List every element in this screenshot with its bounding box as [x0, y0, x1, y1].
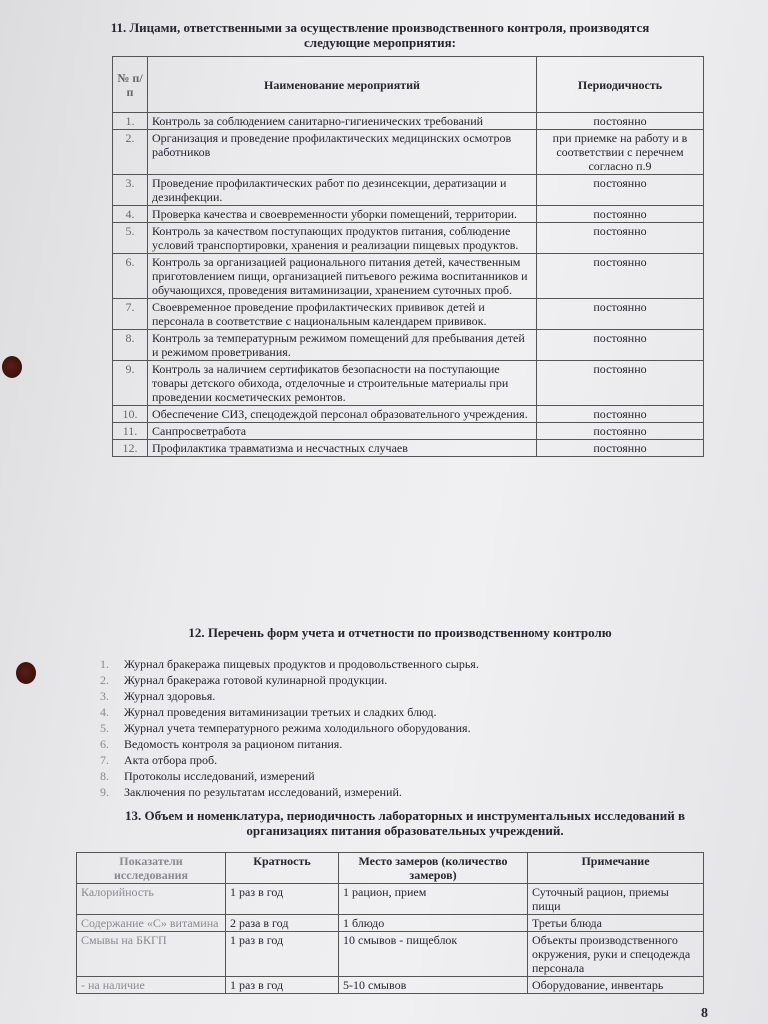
row-number: 7.	[113, 299, 148, 330]
measure-period: постоянно	[537, 175, 704, 206]
list-item-text: Журнал бракеража готовой кулинарной продукции.	[124, 673, 388, 687]
header-frequency: Кратность	[226, 853, 339, 884]
measure-period: при приемке на работу и в соответствии с перечнем согласно п.9	[537, 130, 704, 175]
measure-period: постоянно	[537, 113, 704, 130]
row-number: 5.	[113, 223, 148, 254]
page-number: 8	[701, 1006, 708, 1021]
list-item	[100, 752, 479, 768]
list-item-number: 1.	[100, 657, 109, 671]
measure-period: постоянно	[537, 330, 704, 361]
list-item-text: Журнал проведения витаминизации третьих и сладких блюд.	[124, 705, 437, 719]
table-row	[77, 884, 704, 915]
frequency-cell: 1 раз в год	[226, 977, 339, 994]
note-cell: Суточный рацион, приемы пищи	[528, 884, 704, 915]
table-row	[113, 113, 704, 130]
table-row	[113, 299, 704, 330]
list-item-number: 5.	[100, 721, 109, 735]
list-item-text: Ведомость контроля за рационом питания.	[124, 737, 343, 751]
measure-name: Контроль за качеством поступающих продуктов питания, соблюдение условий транспортировки, хранения и реализации пищевых продуктов.	[148, 223, 537, 254]
header-name: Наименование мероприятий	[148, 57, 537, 113]
place-cell: 10 смывов - пищеблок	[339, 932, 528, 977]
punch-hole	[2, 356, 22, 378]
place-cell: 5-10 смывов	[339, 977, 528, 994]
measures-table	[112, 56, 704, 457]
measure-period: постоянно	[537, 406, 704, 423]
list-item	[100, 736, 479, 752]
row-number: 11.	[113, 423, 148, 440]
list-item-number: 4.	[100, 705, 109, 719]
place-cell: 1 рацион, прием	[339, 884, 528, 915]
table-row	[113, 254, 704, 299]
measure-period: постоянно	[537, 254, 704, 299]
indicator-cell: Содержание «С» витамина	[77, 915, 226, 932]
measure-name: Контроль за соблюдением санитарно-гигиенических требований	[148, 113, 537, 130]
row-number: 2.	[113, 130, 148, 175]
list-item	[100, 672, 479, 688]
header-note: Примечание	[528, 853, 704, 884]
place-cell: 1 блюдо	[339, 915, 528, 932]
list-item-number: 6.	[100, 737, 109, 751]
row-number: 8.	[113, 330, 148, 361]
table-row	[77, 915, 704, 932]
measure-name: Контроль за температурным режимом помещений для пребывания детей и режимом проветривания.	[148, 330, 537, 361]
frequency-cell: 2 раза в год	[226, 915, 339, 932]
list-item-text: Журнал учета температурного режима холодильного оборудования.	[124, 721, 471, 735]
list-item	[100, 784, 479, 800]
reporting-forms-list	[100, 656, 479, 800]
table-row	[113, 175, 704, 206]
section-11-title: 11. Лицами, ответственными за осуществление производственного контроля, производятся следующие мероприятия:	[110, 20, 650, 50]
row-number: 10.	[113, 406, 148, 423]
list-item	[100, 768, 479, 784]
lab-research-table	[76, 852, 704, 994]
note-cell: Объекты производственного окружения, руки и спецодежда персонала	[528, 932, 704, 977]
measure-name: Обеспечение СИЗ, спецодеждой персонал образовательного учреждения.	[148, 406, 537, 423]
indicator-cell: Калорийность	[77, 884, 226, 915]
list-item-number: 2.	[100, 673, 109, 687]
row-number: 1.	[113, 113, 148, 130]
list-item-text: Заключения по результатам исследований, измерений.	[124, 785, 402, 799]
row-number: 6.	[113, 254, 148, 299]
list-item-number: 3.	[100, 689, 109, 703]
measure-name: Контроль за организацией рационального питания детей, качественным приготовлением пищи, организацией питьевого режима воспитанников и обучающихся, проведения витаминизации, хранением суточных проб.	[148, 254, 537, 299]
table-row	[113, 440, 704, 457]
indicator-cell: Смывы на БКГП	[77, 932, 226, 977]
measure-period: постоянно	[537, 361, 704, 406]
section-12-title: 12. Перечень форм учета и отчетности по производственному контролю	[188, 625, 612, 640]
table-row	[113, 406, 704, 423]
list-item-text: Протоколы исследований, измерений	[124, 769, 315, 783]
measure-period: постоянно	[537, 299, 704, 330]
table-row	[113, 330, 704, 361]
table-row	[113, 361, 704, 406]
frequency-cell: 1 раз в год	[226, 884, 339, 915]
list-item-number: 8.	[100, 769, 109, 783]
measure-name: Организация и проведение профилактических медицинских осмотров работников	[148, 130, 537, 175]
list-item-text: Журнал бракеража пищевых продуктов и продовольственного сырья.	[124, 657, 479, 671]
measure-name: Контроль за наличием сертификатов безопасности на поступающие товары детского обихода, отделочные и строительные материалы при проведении косметических ремонтов.	[148, 361, 537, 406]
header-indicator: Показатели исследования	[77, 853, 226, 884]
row-number: 4.	[113, 206, 148, 223]
list-item-text: Журнал здоровья.	[124, 689, 216, 703]
table-row	[113, 423, 704, 440]
table-row	[77, 977, 704, 994]
row-number: 3.	[113, 175, 148, 206]
list-item	[100, 704, 479, 720]
list-item	[100, 656, 479, 672]
table-row	[113, 223, 704, 254]
note-cell: Третьи блюда	[528, 915, 704, 932]
measure-name: Профилактика травматизма и несчастных случаев	[148, 440, 537, 457]
row-number: 9.	[113, 361, 148, 406]
row-number: 12.	[113, 440, 148, 457]
header-place: Место замеров (количество замеров)	[339, 853, 528, 884]
table-row	[77, 932, 704, 977]
note-cell: Оборудование, инвентарь	[528, 977, 704, 994]
measure-name: Проведение профилактических работ по дезинсекции, дератизации и дезинфекции.	[148, 175, 537, 206]
measure-period: постоянно	[537, 423, 704, 440]
header-period: Периодичность	[537, 57, 704, 113]
measure-period: постоянно	[537, 440, 704, 457]
table-row	[113, 130, 704, 175]
list-item	[100, 688, 479, 704]
measure-name: Своевременное проведение профилактических прививок детей и персонала в соответствие с национальным календарем прививок.	[148, 299, 537, 330]
section-13-title: 13. Объем и номенклатура, периодичность лабораторных и инструментальных исследований в организациях питания образовательных учреждений.	[124, 808, 686, 838]
measure-name: Проверка качества и своевременности уборки помещений, территории.	[148, 206, 537, 223]
punch-hole	[16, 662, 36, 684]
frequency-cell: 1 раз в год	[226, 932, 339, 977]
measure-name: Санпросветработа	[148, 423, 537, 440]
table-row	[113, 206, 704, 223]
header-num: № п/ п	[113, 57, 148, 113]
measure-period: постоянно	[537, 223, 704, 254]
list-item-number: 7.	[100, 753, 109, 767]
list-item	[100, 720, 479, 736]
list-item-text: Акта отбора проб.	[124, 753, 218, 767]
list-item-number: 9.	[100, 785, 109, 799]
measure-period: постоянно	[537, 206, 704, 223]
indicator-cell: - на наличие	[77, 977, 226, 994]
